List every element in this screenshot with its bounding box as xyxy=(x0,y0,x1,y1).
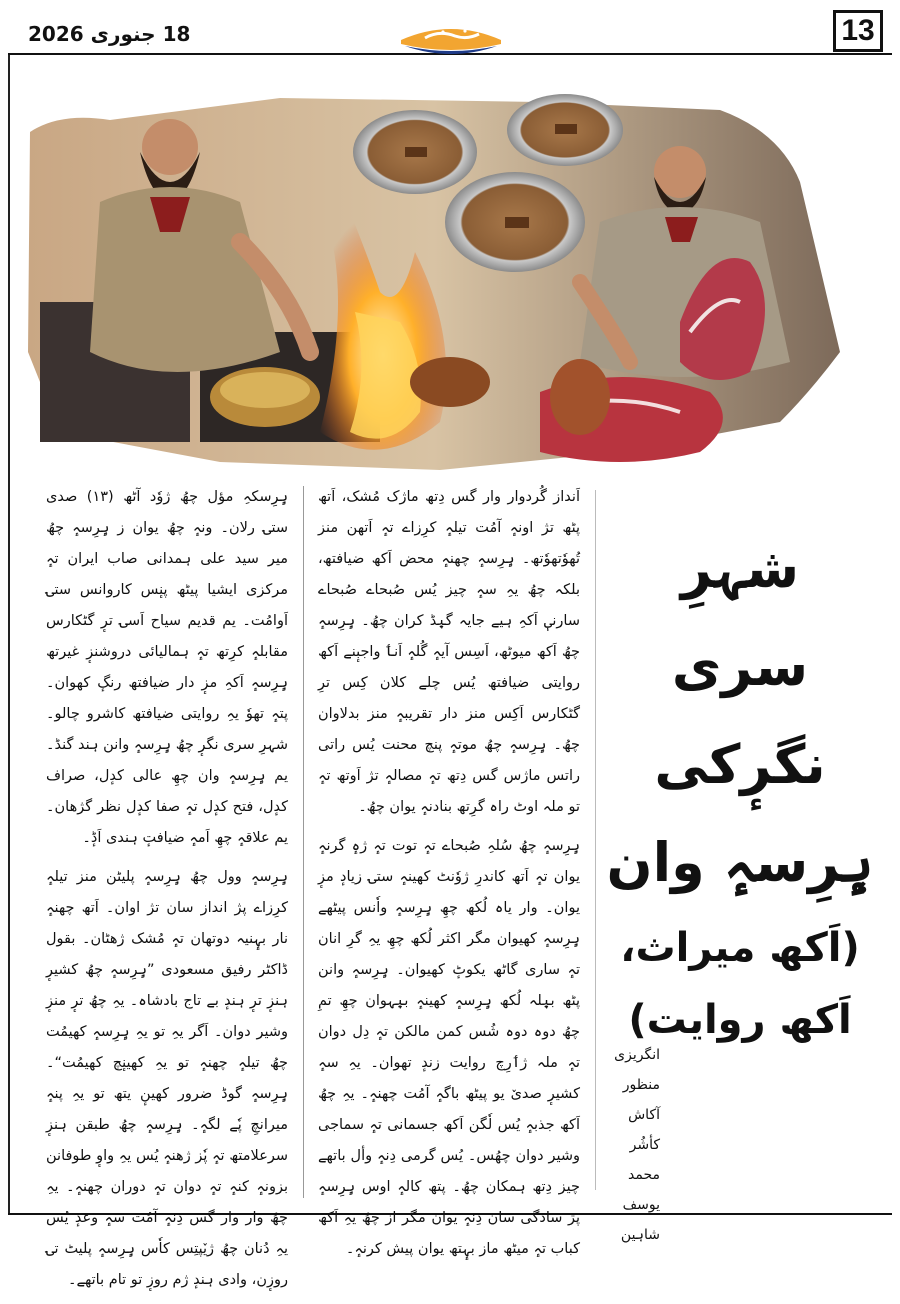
headline-subtitle: اَکھ روایت) xyxy=(628,997,852,1043)
page-left-border xyxy=(8,55,10,1215)
headline-subtitle: (اَکھ میراث، xyxy=(620,925,860,971)
headline-line: ہٕرِسہٕ وان xyxy=(606,831,874,894)
paragraph: ہٕرِسکہِ مؤل چھُ ژوٗد آٹھ (۱۳) صدی ستۍ رلان۔ ونہٕ چھُ یوان ز ہٕرِسہٕ چھُ میر سید علی ہمدانی صاب ایران تہٕ مرکزی ایشیا پیٹھ پنٕس کاروانس ستۍ اَوامُت۔ یم قدیم سیاح اَسۍ ترٕ گٹکارس مقابلہٕ کرِتھ تہٕ ہمالیائی دروشنزٕ غیرتھ ہٕرِسہٕ اَکہِ مزٕ دار ضیافتھ رنگٕ کھوان۔ پتہٕ تھوٗ یہِ روایتی ضیافتھ کاشرو چالو۔ شہرِ سری نگرٕ چھُ ہٕرِسہٕ وانن ہند گنڈ۔ یم ہٕرِسہٕ وان چھِ عالی کدٕل، صراف کدٕل، فتح کدٕل تہٕ صفا کدٕل نظر گژھان۔ یم علاقہٕ چھِ اَمہٕ ضیافتٕ ہندی اَڈٕ۔ xyxy=(46,489,288,846)
byline-author: منظور آکاش xyxy=(622,1077,660,1123)
paragraph: ہٕرِسہٕ وول چھُ ہٕرِسہٕ پلیٹن منز تیلہٕ کرِزاے پژ انداز سان تژ اوان۔ اَتھ چھنہٕ نار بہٕنیہ دوتھان تہٕ مُشک ژھٹان۔ بقول ڈاکٹر رفیق مسعودی ”ہٕرِسہٕ چھُ کشیرٕ ہنزٕ ترٕ ہندٕ بے تاج بادشاہ۔ یہِ چھُ ترٕ منزٕ وشیر دوان۔ اَگر یہِ تو یہِ ہٕرِسہٕ کھیمُت چھُ تیلہٕ چھنہٕ تو یہِ کھینٕچ کھیمُت“۔ ہٕرِسہٕ گوڈ ضرور کھینٕ یتھ تو یہِ پنہٕ میرانچِ پٗے لگہٕ۔ ہٕرِسہٕ چھُ طبقن ہنزٕ سرعلامتھ تہٕ پٗز ژھنہٕ یُس یہِ واوٕ طوفانن بزونہٕ کنہٕ تہٕ دوان تہٕ دوران چھنہٕ۔ یہِ چھُ وار وار گس دِنہٕ آمُت سہٕ وعدٕ یُس یہِ دُنان چھُ ژیٚپتِس کاٗس ہٕرِسہٕ پلیٹ تۍ روزٕن، وادی ہندٕ ژم روزٕ تو تام باتھے۔ xyxy=(46,869,288,1288)
paragraph: ہٕرِسہٕ چھُ سُلہِ صُبحاے تہٕ توت تہٕ ژہٕ گرنہٕ یوان تہٕ اَتھ کاندرِ ژوٗنٹ کھینہٕ ستۍ زیادٕ مزٕ یوان۔ وار یاہ لُکھ چھِ ہٕرِسہٕ واٗنس پیٹھے ہٕرِسہٕ کھیوان مگر اکثر لُکھ چھِ یہِ گرِ انان تہٕ ساری گاٹھ یکوٹٕ کھیوان۔ ہٕرِسہٕ وانن پٹھ بیٖلہ لُکھ ہٕرِسہٕ کھینہٕ بیٖہوان چھِ تمِ چھُ دوہ دوہ شُس کمن مالکن تہٕ دِل دوان تہٕ ملہ ژٲرِچ روایت زندٕ تھوان۔ یہِ سہٕ کشیرٕ صدیٚ یو پیٹھ باگہٕ آمُت چھنہٕ۔ یہِ چھُ اَکھ جذبہٕ یُس لٗگن اَکھ جسمانی تہٕ سماجی وشیر دوان چھُس۔ یُس گرمی دِنہٕ وأل باتھے چیز دِتھ ہمکان چھُ۔ پتھ کالہٕ اوس ہٕرِسہٕ پژ سادگی سان دِنہٕ یوان مگر از چھُ یہِ اَکھ کباب تہٕ میٹھ ماز بہٕتھ یوان پیش کرنہٕ۔ xyxy=(318,838,580,1257)
byline-english-label: انگریزی xyxy=(614,1047,660,1063)
page-number: 13 xyxy=(833,10,883,52)
headline-line: شہرِ xyxy=(680,537,800,600)
headline-line: سری نگرٕکی xyxy=(654,635,826,796)
byline xyxy=(600,1040,660,1250)
article-column-middle xyxy=(318,482,580,1273)
issue-date: 18 جنوری 2026 xyxy=(28,22,191,46)
column-divider xyxy=(303,486,304,1198)
article-headline xyxy=(595,520,885,1056)
paragraph: اَنداز گُردوار وار گس دِتھ ماژک مُشک، اَتھ پٹھ تژ اونہٕ آمُت تیلہٕ کرِزاے تہٕ اَتھن منز تُھوٗتھوٗتھ۔ ہٕرِسہٕ چھنہٕ محض اَکھ ضیافتھ، بلکہ چھُ یہِ سہٕ چیز یُس صُبحاے صُبحاے سارنیٖ اَکہِ ہیے جایہ گیٖڈ کران چھُ۔ ہٕرِسہٕ چھُ اَکھ میوٹھ، اَسِس آیہٕ گُلہٕ اَنٲ واجبٕنے اَکھ روایتی ضیافتھ یُس چلے کلان کِس ترِ گٹکارس اَکِس منز دار تقریبہٕ منز بدلاوان چھُ۔ ہٕرِسہٕ چھُ موتہٕ پنچ محنت یُس راتی راتس ماژس گس دِتھ تہٕ مصالہٕ تژ اَوتھ تہٕ تو ملہ اوٹ راہ گرِتھ بنادنہٕ یوان چھُ۔ xyxy=(318,489,580,815)
harissa-photo xyxy=(20,92,850,472)
byline-translator: محمد یوسف شاہین xyxy=(620,1167,660,1243)
byline-kashmiri-label: کأشُر xyxy=(629,1137,660,1153)
article-column-left xyxy=(46,482,288,1304)
newspaper-logo xyxy=(395,22,507,62)
